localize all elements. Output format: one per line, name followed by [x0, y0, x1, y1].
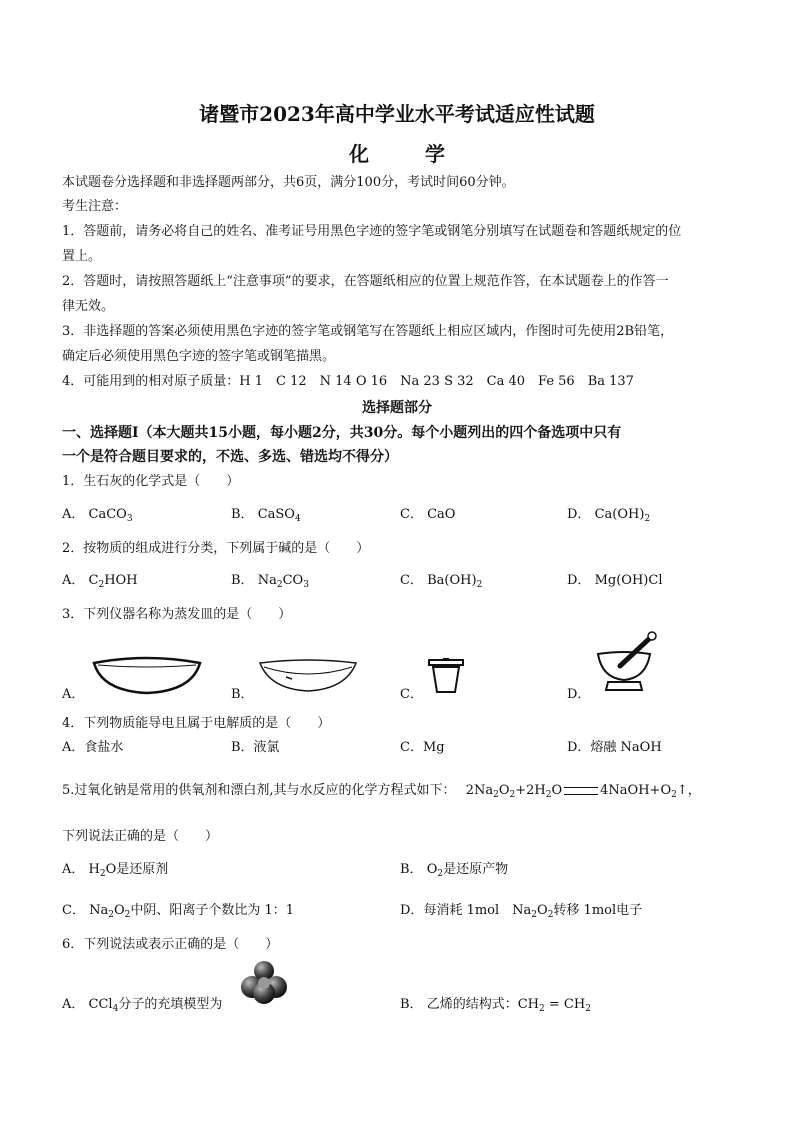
notice-line: 律无效。 [62, 299, 115, 314]
question-2-stem: 2．按物质的组成进行分类，下列属于碱的是（ ） [62, 541, 370, 556]
space-filling-model-image [240, 960, 288, 1006]
q2-option-c: C． $Ba(OH)_2$ [400, 573, 483, 590]
intro-text: 本试题卷分选择题和非选择题两部分，共6页，满分100分，考试时间60分钟。 [62, 175, 515, 190]
question-5-stem: 5.过氧化钠是常用的供氧剂和漂白剂,其与水反应的化学方程式如下： $2Na_2O_2+2H_2O$ $4NaOH+O_2↑$， [62, 783, 701, 800]
notice-line: 置上。 [62, 249, 102, 264]
q4-option-c: C．Mg [400, 740, 445, 755]
equation-equals-sign [564, 787, 598, 795]
q3-option-a: A． [62, 687, 85, 702]
q1-option-d: D． $Ca(OH)_2$ [567, 507, 651, 524]
q3-option-b: B． [231, 687, 254, 702]
notice-heading: 考生注意： [62, 199, 128, 214]
q2-option-a: A． $C_2HOH$ [62, 573, 138, 590]
notice-line: 3．非选择题的答案必须使用黑色字迹的签字笔或钢笔写在答题纸上相应区域内，作图时可先使用2B铅笔， [62, 324, 674, 339]
section-title: 选择题部分 [362, 400, 432, 416]
subject-title: 化 学 [349, 142, 463, 166]
q4-option-d: D．熔融 NaOH [567, 740, 662, 755]
mortar-and-pestle-image [594, 632, 658, 696]
q1-option-b: B． CaSO$_4$ [231, 507, 301, 524]
notice-line: 1．答题前，请务必将自己的姓名、准考证号用黑色字迹的签字笔或钢笔分别填写在试题卷和答题纸规定的位 [62, 224, 682, 239]
q2-option-d: D． Mg(OH)Cl [567, 573, 663, 588]
question-5-stem-2: 下列说法正确的是（ ） [62, 829, 219, 844]
question-3-stem: 3．下列仪器名称为蒸发皿的是（ ） [62, 607, 292, 622]
question-6-stem: 6．下列说法或表示正确的是（ ） [62, 937, 279, 952]
part-heading: 一个是符合题目要求的，不选、多选、错选均不得分） [62, 449, 398, 465]
question-1-stem: 1．生石灰的化学式是（ ） [62, 474, 240, 489]
watch-glass-image [258, 657, 358, 695]
notice-line: 4．可能用到的相对原子质量：H 1 C 12 N 14 O 16 Na 23 S 32 Ca 40 Fe 56 Ba 137 [62, 374, 634, 389]
q4-option-b: B．液氯 [231, 740, 280, 755]
q4-option-a: A．食盐水 [62, 740, 124, 755]
part-heading: 一、选择题Ⅰ（本大题共15小题，每小题2分，共30分。每个小题列出的四个备选项中只有 [62, 425, 622, 441]
q5-option-b: B． $O_2$是还原产物 [400, 862, 509, 879]
q5-option-d: D．每消耗 1mol $Na_2O_2$转移 1mol电子 [400, 903, 643, 920]
question-4-stem: 4．下列物质能导电且属于电解质的是（ ） [62, 716, 331, 731]
q6-option-a: A． CCl$_4$分子的充填模型为 [62, 997, 223, 1014]
evaporating-dish-image [92, 655, 202, 695]
q3-option-d: D． [567, 687, 591, 702]
notice-line: 确定后必须使用黑色字迹的签字笔或钢笔描黑。 [62, 349, 336, 364]
notice-line: 2．答题时，请按照答题纸上“注意事项”的要求，在答题纸相应的位置上规范作答，在本试题卷上的作答一 [62, 274, 669, 289]
q1-option-a: A． CaCO$_3$ [62, 507, 133, 524]
q6-option-b: B． 乙烯的结构式：$CH_2 = CH_2$ [400, 997, 591, 1014]
q5-option-a: A． $H_2O$是还原剂 [62, 862, 169, 879]
crucible-image [428, 658, 464, 694]
q3-option-c: C． [400, 687, 423, 702]
q1-option-c: C． CaO [400, 507, 456, 522]
q2-option-b: B． $Na_2CO_3$ [231, 573, 309, 590]
q5-option-c: C． $Na_2O_2$中阴、阳离子个数比为 1：1 [62, 903, 295, 920]
page-title: 诸暨市2023年高中学业水平考试适应性试题 [199, 102, 595, 126]
